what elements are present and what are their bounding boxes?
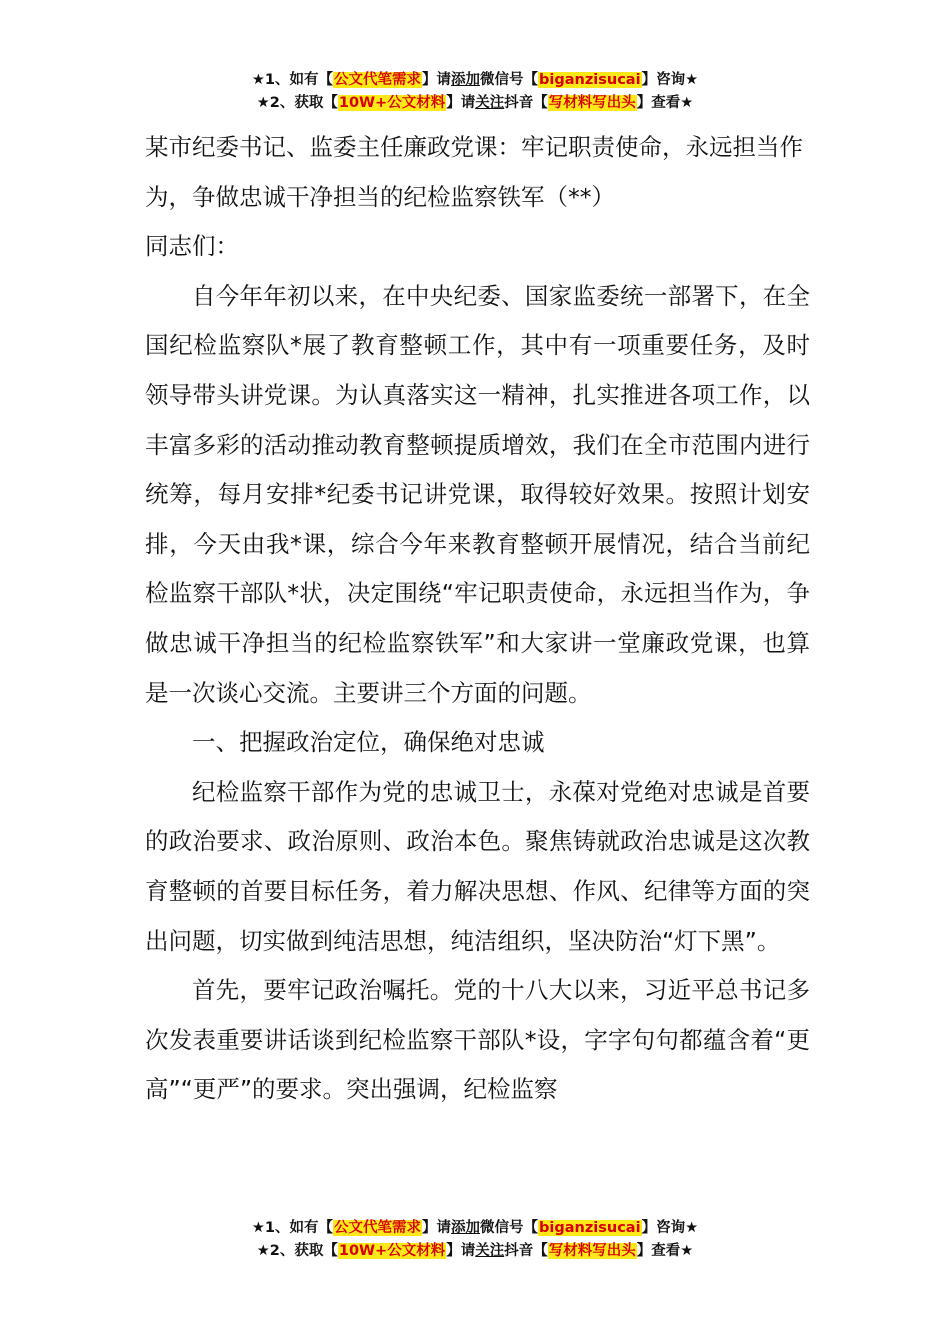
promo-highlight: 写材料写出头 [548,1243,636,1259]
promo-text: 】咨询★ [641,1220,699,1236]
promo-line-1 [0,69,950,92]
promo-text: ★2、获取【 [256,1243,338,1259]
promo-line-2 [0,1240,950,1263]
promo-underlined-text: 添加 [451,72,481,88]
promo-underlined-text: 关注 [475,1243,505,1259]
promo-underlined-text: 添加 [451,1220,481,1236]
promo-text: 抖音【 [504,1243,548,1259]
salutation: 同志们： [145,232,239,261]
promo-text: 抖音【 [504,95,548,111]
promo-highlight: 公文代笔需求 [334,72,422,88]
promo-text: ★2、获取【 [256,95,338,111]
paragraph-body: 首先，要牢记政治嘱托。党的十八大以来，习近平总书记多次发表重要讲话谈到纪检监察干部队*设，字字句句都蕴含着“更高”“更严”的要求。突出强调，纪检监察 [145,976,810,1104]
promo-text: 】请 [422,1220,452,1236]
promo-text: ★1、如有【 [251,72,334,88]
promo-highlight: 10W+公文材料 [338,1243,446,1259]
promo-text: 微信号【 [480,1220,539,1236]
promo-text: 】咨询★ [641,72,699,88]
promo-text: 】查看★ [636,95,694,111]
promo-highlight: biganzisucai [539,72,641,88]
promo-text: 】查看★ [636,1243,694,1259]
section-heading: 一、把握政治定位，确保绝对忠诚 [192,728,545,757]
promo-text: ★1、如有【 [251,1220,334,1236]
promo-highlight: 写材料写出头 [548,95,636,111]
promo-banner-top [0,69,950,115]
paragraph-body: 纪检监察干部作为党的忠诚卫士，永葆对党绝对忠诚是首要的政治要求、政治原则、政治本色。聚焦铸就政治忠诚是这次教育整顿的首要目标任务，着力解决思想、作风、纪律等方面的突出问题，切实做到纯洁思想，纯洁组织，坚决防治“灯下黑”。 [145,777,810,955]
promo-underlined-text: 关注 [475,95,505,111]
promo-text: 微信号【 [480,72,539,88]
promo-text: 】请 [446,1243,476,1259]
promo-line-1 [0,1217,950,1240]
promo-text: 】请 [446,95,476,111]
document-title: 某市纪委书记、监委主任廉政党课：牢记职责使命，永远担当作为，争做忠诚干净担当的纪检监察铁军（**） [145,133,803,211]
promo-highlight: 10W+公文材料 [338,95,446,111]
promo-text: 】请 [422,72,452,88]
promo-banner-bottom [0,1217,950,1263]
document-body [145,123,810,1115]
paragraph-intro: 自今年年初以来，在中央纪委、国家监委统一部署下，在全国纪检监察队*展了教育整顿工作，其中有一项重要任务，及时领导带头讲党课。为认真落实这一精神，扎实推进各项工作，以丰富多彩的活动推动教育整顿提质增效，我们在全市范围内进行统筹，每月安排*纪委书记讲党课，取得较好效果。按照计划安排，今天由我*课，综合今年来教育整顿开展情况，结合当前纪检监察干部队*状，决定围绕“牢记职责使命，永远担当作为，争做忠诚干净担当的纪检监察铁军”和大家讲一堂廉政党课，也算是一次谈心交流。主要讲三个方面的问题。 [145,281,810,707]
promo-line-2 [0,92,950,115]
promo-highlight: biganzisucai [539,1220,641,1236]
promo-highlight: 公文代笔需求 [334,1220,422,1236]
